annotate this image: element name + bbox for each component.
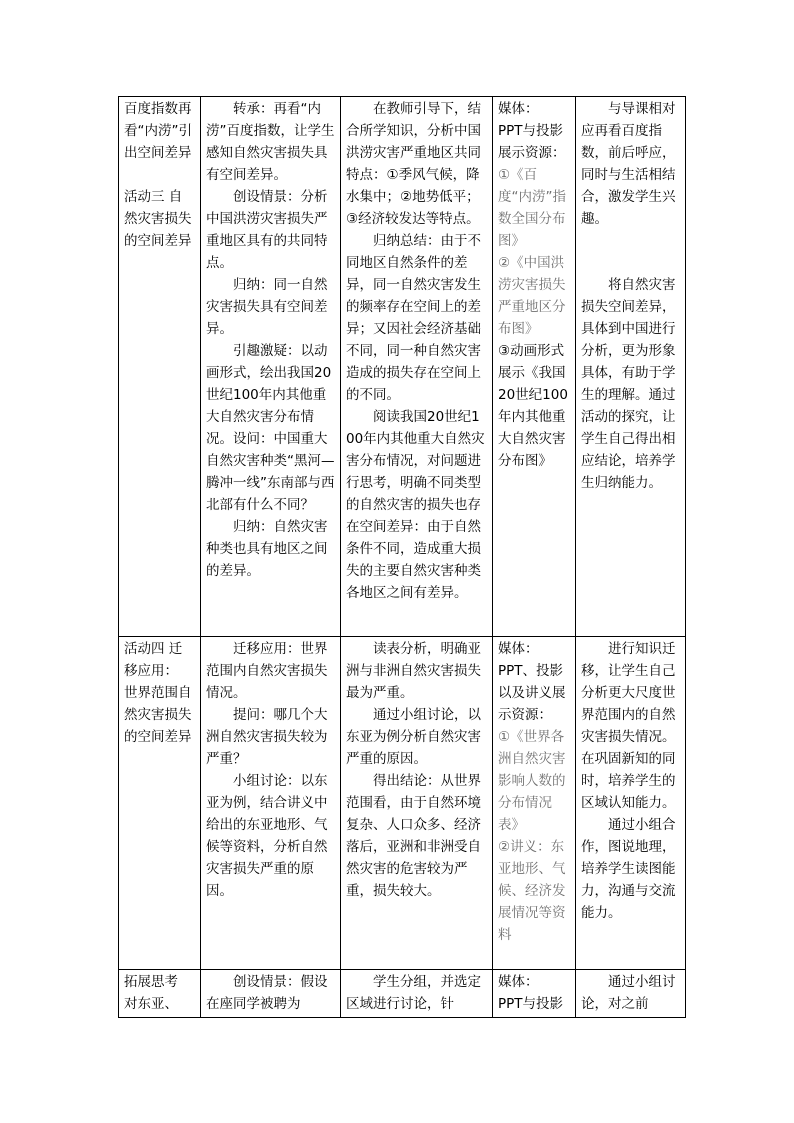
- stage-title: 活动四 迁移应用： 世界范围自然灾害损失的空间差异: [124, 641, 192, 745]
- teacher-step: 提问：哪几个大洲自然灾害损失较为严重？: [206, 707, 328, 767]
- media-cell: [493, 970, 576, 1018]
- media-item: ①《百度“内涝”指数全国分布图》: [498, 167, 566, 249]
- lesson-plan-table: [118, 96, 686, 1018]
- media-head: 媒体：: [498, 101, 539, 117]
- student-step: 读表分析，明确亚洲与非洲自然灾害损失最为严重。: [346, 641, 481, 701]
- teacher-step: 迁移应用：世界范围内自然灾害损失情况。: [206, 641, 328, 701]
- student-step: 阅读我国20世纪100年内其他重大自然灾害分布情况，对问题进行思考，明确不同类型的自然灾害的损失也存在空间差异：由于自然条件不同，造成重大损失的主要自然灾害种类各地区之间有差异。: [346, 409, 485, 601]
- table-row: [119, 637, 686, 970]
- teacher-activity-cell: [201, 970, 341, 1018]
- teacher-step: 创设情景：分析中国洪涝灾害损失严重地区具有的共同特点。: [206, 189, 328, 271]
- design-intent: 与导课相对应再看百度指数，前后呼应，同时与生活相结合，激发学生兴趣。: [581, 101, 676, 227]
- stage-title: 拓展思考 对东亚、: [124, 974, 178, 1012]
- student-activity-cell: [341, 97, 493, 637]
- teacher-step: 引趣激疑：以动画形式，绘出我国20世纪100年内其他重大自然灾害分布情况。设问：中国重大自然灾害种类“黑河—腾冲一线”东南部与西北部有什么不同？: [206, 343, 335, 513]
- teacher-step: 归纳：自然灾害种类也具有地区之间的差异。: [206, 519, 328, 579]
- teacher-step: 创设情景：假设在座同学被聘为: [206, 974, 328, 1012]
- table-row: [119, 97, 686, 637]
- student-step: 归纳总结：由于不同地区自然条件的差异，同一自然灾害发生的频率存在空间上的差异；又因社会经济基础不同，同一种自然灾害造成的损失存在空间上的不同。: [346, 233, 481, 403]
- media-cell: [493, 97, 576, 637]
- student-step: 学生分组，并选定区域进行讨论，针: [346, 974, 481, 1012]
- stage-cell: [119, 970, 201, 1018]
- media-resources: PPT、投影以及讲义展示资源：: [498, 663, 566, 723]
- media-cell: [493, 637, 576, 970]
- stage-cell: [119, 97, 201, 637]
- design-intent: 将自然灾害损失空间差异，具体到中国进行分析，更为形象具体，有助于学生的理解。通过活动的探究，让学生自己得出相应结论，培养学生归纳能力。: [581, 277, 676, 491]
- design-intent-cell: [576, 637, 686, 970]
- teacher-step: 归纳：同一自然灾害损失具有空间差异。: [206, 277, 328, 337]
- teacher-step: 转承：再看“内涝”百度指数，让学生感知自然灾害损失具有空间差异。: [206, 101, 335, 183]
- media-item: ②讲义：东亚地形、气候、经济发展情况等资料: [498, 839, 566, 943]
- student-step: 得出结论：从世界范围看，由于自然环境复杂、人口众多、经济落后，亚洲和非洲受自然灾害的危害较为严重，损失较大。: [346, 773, 481, 899]
- stage-title: 活动三 自然灾害损失的空间差异: [124, 189, 192, 249]
- design-intent: 通过小组讨论，对之前: [581, 974, 676, 1012]
- teacher-activity-cell: [201, 637, 341, 970]
- design-intent: 进行知识迁移，让学生自己分析更大尺度世界范围内的自然灾害损失情况。在巩固新知的同时，培养学生的区域认知能力。: [581, 641, 676, 811]
- table-row: [119, 970, 686, 1018]
- media-item: ①《世界各洲自然灾害影响人数的分布情况表》: [498, 729, 566, 833]
- design-intent-cell: [576, 970, 686, 1018]
- media-resources: PPT与投影: [498, 996, 564, 1012]
- student-step: 在教师引导下，结合所学知识，分析中国洪涝灾害严重地区共同特点：①季风气候，降水集中；②地势低平；③经济较发达等特点。: [346, 101, 481, 227]
- stage-title: 百度指数再看“内涝”引出空间差异: [124, 101, 192, 161]
- teacher-activity-cell: [201, 97, 341, 637]
- media-item: ③动画形式展示《我国20世纪100年内其他重大自然灾害分布图》: [498, 343, 568, 469]
- design-intent-cell: [576, 97, 686, 637]
- student-step: 通过小组讨论，以东亚为例分析自然灾害严重的原因。: [346, 707, 481, 767]
- media-head: 媒体：: [498, 974, 539, 990]
- student-activity-cell: [341, 970, 493, 1018]
- teacher-step: 小组讨论：以东亚为例，结合讲义中给出的东亚地形、气候等资料，分析自然灾害损失严重的原因。: [206, 773, 328, 899]
- student-activity-cell: [341, 637, 493, 970]
- media-resources: PPT与投影展示资源：: [498, 123, 566, 161]
- media-head: 媒体：: [498, 641, 539, 657]
- media-item: ②《中国洪涝灾害损失严重地区分布图》: [498, 255, 566, 337]
- design-intent: 通过小组合作，图说地理，培养学生读图能力，沟通与交流能力。: [581, 817, 676, 921]
- stage-cell: [119, 637, 201, 970]
